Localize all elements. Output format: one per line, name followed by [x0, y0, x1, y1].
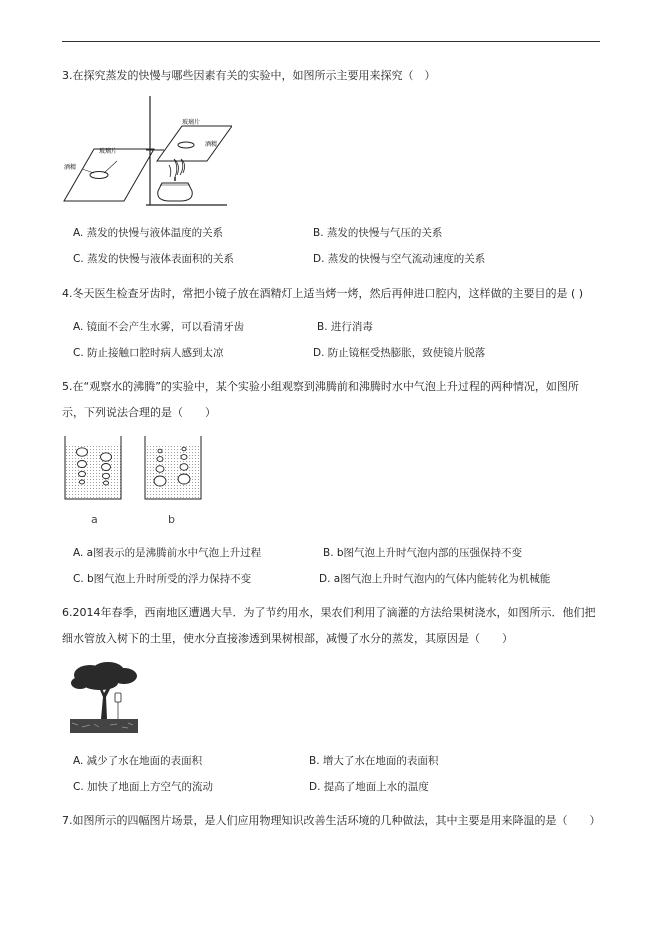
q5-option-a[interactable]: A. a图表示的是沸腾前水中气泡上升过程 — [73, 547, 262, 559]
q3-figure — [62, 93, 232, 208]
q7-stem: 7.如图所示的四幅图片场景，是人们应用物理知识改善生活环境的几种做法，其中主要是用来降温的是（ ） — [62, 814, 601, 827]
q5-figure — [62, 436, 222, 528]
q5-option-b[interactable]: B. b图气泡上升时气泡内部的压强保持不变 — [323, 547, 523, 559]
q3-option-b[interactable]: B. 蒸发的快慢与气压的关系 — [313, 227, 443, 239]
q5-option-c[interactable]: C. b图气泡上升时所受的浮力保持不变 — [73, 573, 252, 585]
q3-left-alcohol-label: 酒精 — [64, 164, 77, 171]
q3-stem: 3.在探究蒸发的快慢与哪些因素有关的实验中，如图所示主要用来探究（ ） — [62, 69, 436, 82]
q4-option-c[interactable]: C. 防止接触口腔时病人感到太凉 — [73, 347, 224, 359]
q4-option-d[interactable]: D. 防止镜框受热膨胀，致使镜片脱落 — [313, 347, 486, 359]
q3-option-d[interactable]: D. 蒸发的快慢与空气流动速度的关系 — [313, 253, 486, 265]
q3-option-a[interactable]: A. 蒸发的快慢与液体温度的关系 — [73, 227, 224, 239]
q5-label-b: b — [168, 513, 175, 526]
q6-option-d[interactable]: D. 提高了地面上水的温度 — [309, 781, 429, 793]
q3-right-alcohol-label: 酒精 — [205, 141, 218, 148]
q5-label-a: a — [91, 513, 98, 526]
q6-stem: 6.2014年春季，西南地区遭遇大旱．为了节约用水，果农们利用了滴灌的方法给果树浇水，如图所示．他们把细水管放入树下的土里，使水分直接渗透到果树根部，减慢了水分的蒸发，其原因是（ ） — [62, 606, 596, 645]
q6-tree-figure — [70, 661, 138, 733]
q5-option-d[interactable]: D. a图气泡上升时气泡内的气体内能转化为机械能 — [319, 573, 551, 585]
header-rule — [62, 41, 600, 42]
q6-option-a[interactable]: A. 减少了水在地面的表面积 — [73, 755, 203, 767]
q4-option-a[interactable]: A. 镜面不会产生水雾，可以看清牙齿 — [73, 321, 245, 333]
q3-right-glass-label: 玻璃片 — [182, 119, 201, 126]
q4-stem: 4.冬天医生检查牙齿时，常把小镜子放在酒精灯上适当烤一烤，然后再伸进口腔内，这样做的主要目的是 ( ) — [62, 287, 584, 300]
q3-left-glass-label: 玻璃片 — [99, 148, 118, 155]
q4-option-b[interactable]: B. 进行消毒 — [317, 321, 373, 333]
q6-option-b[interactable]: B. 增大了水在地面的表面积 — [309, 755, 439, 767]
q5-stem: 5.在“观察水的沸腾”的实验中，某个实验小组观察到沸腾前和沸腾时水中气泡上升过程的两种情况，如图所示，下列说法合理的是（ ） — [62, 380, 579, 419]
q3-option-c[interactable]: C. 蒸发的快慢与液体表面积的关系 — [73, 253, 235, 265]
q6-option-c[interactable]: C. 加快了地面上方空气的流动 — [73, 781, 214, 793]
